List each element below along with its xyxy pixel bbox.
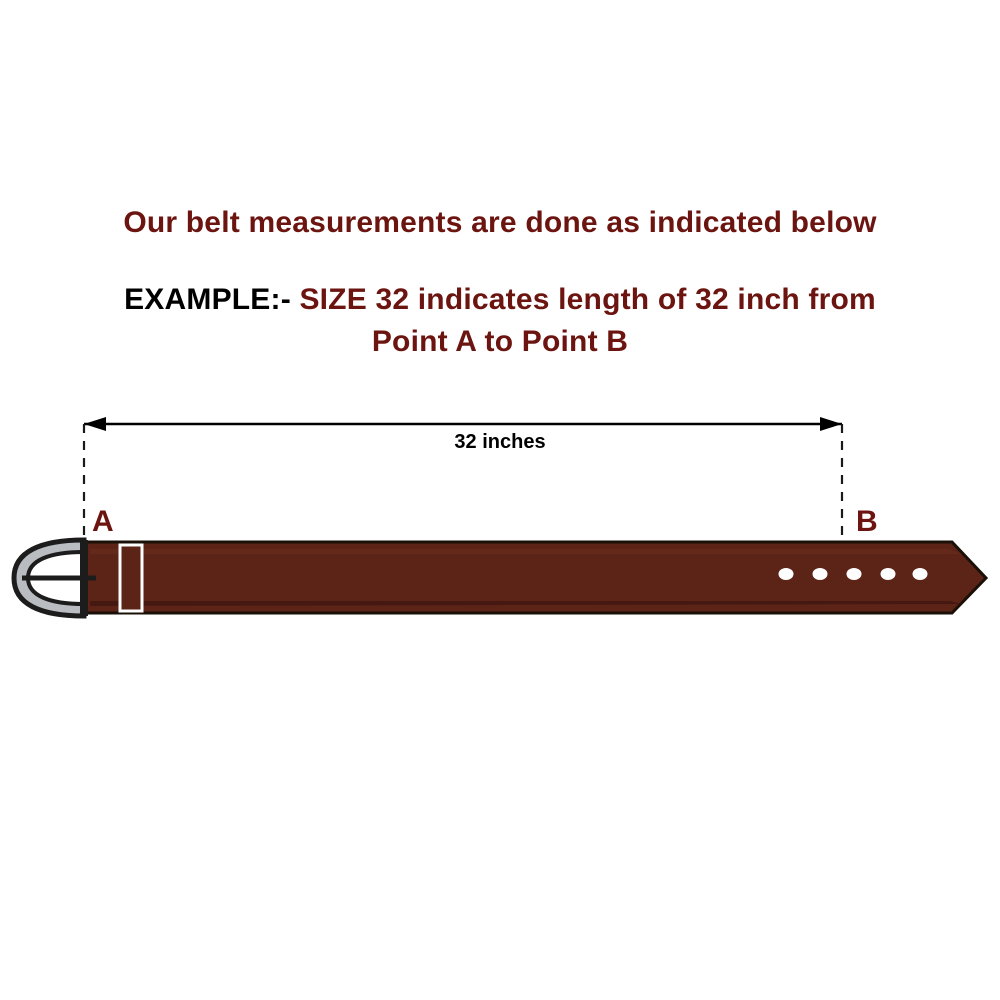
diagram-title: Our belt measurements are done as indicated below — [123, 206, 877, 239]
point-a-label: A — [92, 505, 114, 538]
belt-keeper-loop — [120, 545, 142, 611]
example-line-2: Point A to Point B — [371, 325, 629, 358]
example-text: SIZE 32 indicates length of 32 inch from — [299, 283, 876, 316]
measurement-label: 32 inches — [454, 431, 546, 453]
witness-lines — [84, 424, 842, 560]
belt-buckle — [14, 540, 96, 616]
example-prefix: EXAMPLE:- — [124, 283, 300, 316]
dimension-arrow — [84, 417, 842, 431]
point-b-label: B — [856, 505, 878, 538]
